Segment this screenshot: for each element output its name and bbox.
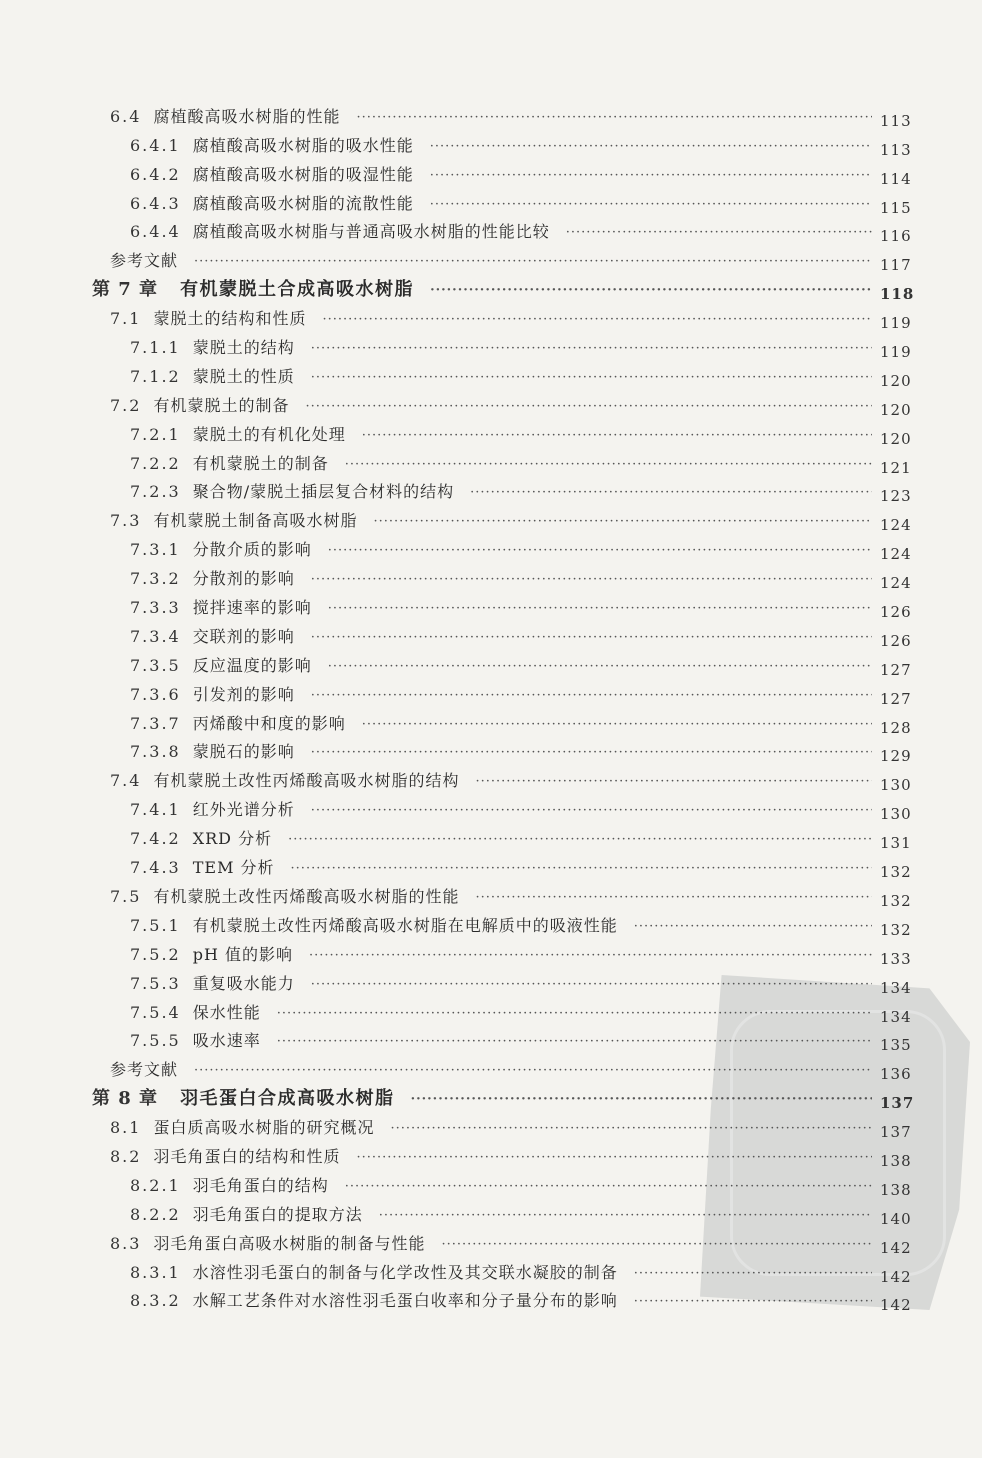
toc-entry-title: 羽毛蛋白合成高吸水树脂 — [180, 1088, 395, 1110]
toc-entry — [0, 502, 982, 535]
toc-leader-dots — [475, 889, 872, 907]
toc-entry-title: 反应温度的影响 — [192, 655, 312, 675]
toc-page-number: 130 — [880, 805, 912, 824]
toc-entry — [0, 1023, 982, 1055]
toc-leader-dots — [634, 918, 872, 936]
toc-page-number: 134 — [880, 978, 912, 997]
toc-entry-title: 腐植酸高吸水树脂与普通高吸水树脂的性能比较 — [192, 222, 550, 242]
toc-entry — [0, 589, 982, 622]
toc-entry-title: 丙烯酸中和度的影响 — [192, 713, 346, 733]
toc-leader-dots — [430, 138, 872, 156]
toc-leader-dots — [322, 311, 872, 329]
toc-leader-dots — [311, 571, 872, 589]
toc-page-number: 119 — [880, 314, 912, 333]
toc-entry — [0, 214, 982, 246]
toc-page-number: 118 — [880, 285, 915, 304]
toc-leader-dots — [328, 658, 872, 676]
toc-entry — [0, 416, 982, 448]
toc-page-number: 124 — [880, 516, 912, 535]
toc-leader-dots — [309, 947, 872, 965]
toc-entry-number: 8.3 — [110, 1233, 142, 1253]
toc-page-number: 115 — [880, 198, 912, 217]
toc-leader-dots — [194, 253, 872, 271]
toc-leader-dots — [345, 1178, 872, 1196]
toc-chapter — [0, 271, 982, 304]
toc-page-number: 132 — [880, 920, 912, 939]
toc-entry — [0, 878, 982, 910]
toc-leader-dots — [373, 513, 872, 531]
toc-page-number: 121 — [880, 458, 912, 477]
toc-leader-dots — [311, 687, 872, 705]
toc-entry — [0, 791, 982, 824]
toc-leader-dots — [311, 744, 872, 762]
toc-entry-number: 7.5.1 — [130, 915, 181, 935]
toc-leader-dots — [328, 600, 872, 618]
toc-entry-number: 7.2.1 — [130, 424, 181, 444]
toc-entry-number: 7.3.4 — [130, 626, 181, 646]
toc-entry — [0, 474, 982, 506]
toc-page-number: 124 — [880, 574, 912, 593]
toc-entry-number: 6.4.1 — [130, 135, 181, 155]
toc-entry-title: pH 值的影响 — [192, 944, 294, 964]
toc-leader-dots — [411, 1091, 872, 1109]
toc-page-number: 120 — [880, 371, 912, 390]
toc-page-number: 127 — [880, 689, 912, 708]
toc-leader-dots — [356, 109, 872, 127]
toc-entry-title: 蒙脱土的结构 — [192, 338, 295, 358]
toc-entry — [0, 560, 982, 593]
toc-entry-number: 7.3.1 — [130, 540, 181, 560]
toc-entry — [0, 705, 982, 737]
toc-entry — [0, 387, 982, 419]
toc-entry-title: 参考文献 — [110, 251, 179, 271]
toc-leader-dots — [277, 1005, 872, 1023]
toc-entry-number: 7.3.3 — [130, 598, 181, 618]
toc-entry-number: 8.2 — [110, 1146, 142, 1166]
toc-entry — [0, 994, 982, 1026]
toc-entry-number: 7.2.2 — [130, 453, 181, 473]
toc-entry-number: 6.4.2 — [130, 164, 181, 184]
toc-leader-dots — [311, 629, 872, 647]
toc-entry — [0, 676, 982, 708]
toc-page-number: 130 — [880, 776, 912, 795]
toc-entry-number: 8.1 — [110, 1118, 142, 1138]
toc-leader-dots — [362, 716, 872, 734]
toc-entry-title: 腐植酸高吸水树脂的性能 — [153, 106, 341, 126]
toc-entry-number: 8.3.2 — [130, 1291, 181, 1311]
toc-page-number: 142 — [880, 1238, 912, 1257]
toc-entry — [0, 820, 982, 853]
toc-references — [0, 242, 982, 275]
toc-entry-title: 水解工艺条件对水溶性羽毛蛋白收率和分子量分布的影响 — [192, 1291, 618, 1311]
toc-leader-dots — [430, 196, 872, 214]
toc-entry-title: 聚合物/蒙脱土插层复合材料的结构 — [192, 482, 455, 502]
toc-leader-dots — [566, 224, 872, 242]
toc-page-number: 114 — [880, 169, 912, 188]
toc-entry — [0, 907, 982, 939]
toc-entry-number: 8.2.2 — [130, 1204, 181, 1224]
toc-entry — [0, 185, 982, 217]
toc-entry-title: 羽毛角蛋白的结构 — [192, 1175, 329, 1195]
toc-entry-number: 7.3.2 — [130, 569, 181, 589]
toc-entry-title: 有机蒙脱土的制备 — [153, 395, 290, 415]
toc-entry — [0, 127, 982, 159]
toc-leader-dots — [311, 369, 872, 387]
toc-entry — [0, 1283, 982, 1315]
toc-entry — [0, 358, 982, 390]
toc-entry-number: 7.5 — [110, 886, 142, 906]
toc-page-number: 140 — [880, 1209, 912, 1228]
toc-entry — [0, 647, 982, 679]
toc-entry-number: 7.4 — [110, 771, 142, 791]
toc-leader-dots — [379, 1207, 872, 1225]
toc-entry-number: 8.2.1 — [130, 1175, 181, 1195]
toc-entry-title: 有机蒙脱土改性丙烯酸高吸水树脂的结构 — [153, 771, 460, 791]
toc-leader-dots — [311, 340, 872, 358]
toc-entry — [0, 762, 982, 795]
toc-leader-dots — [328, 542, 872, 560]
toc-entry-title: 蒙脱土的性质 — [192, 366, 295, 386]
toc-entry-title: 羽毛角蛋白高吸水树脂的制备与性能 — [153, 1233, 426, 1253]
toc-entry-title: 腐植酸高吸水树脂的流散性能 — [192, 193, 414, 213]
toc-entry-number: 7.2 — [110, 395, 142, 415]
toc-references — [0, 1051, 982, 1084]
toc-entry-title: 吸水速率 — [192, 1031, 261, 1051]
toc-leader-dots — [277, 1033, 872, 1051]
toc-entry — [0, 1196, 982, 1228]
toc-leader-dots — [291, 860, 872, 878]
toc-leader-dots — [430, 282, 872, 300]
toc-entry — [0, 936, 982, 968]
toc-entry-number: 7.5.4 — [130, 1002, 181, 1022]
toc-entry-title: 蒙脱土的结构和性质 — [153, 309, 307, 329]
toc-leader-dots — [430, 167, 872, 185]
toc-entry-number: 7.4.2 — [130, 829, 181, 849]
toc-entry — [0, 849, 982, 882]
toc-entry — [0, 329, 982, 362]
toc-entry — [0, 445, 982, 477]
toc-entry-number: 7.5.5 — [130, 1031, 181, 1051]
toc-page-number: 126 — [880, 631, 912, 650]
toc-entry — [0, 965, 982, 997]
toc-page-number: 126 — [880, 603, 912, 622]
toc-entry-title: 红外光谱分析 — [192, 800, 295, 820]
toc-entry-title: 蒙脱土的有机化处理 — [192, 424, 346, 444]
toc-entry — [0, 1225, 982, 1257]
toc-leader-dots — [362, 427, 872, 445]
toc-page-number: 123 — [880, 487, 912, 506]
toc-entry-number: 7.3.5 — [130, 655, 181, 675]
toc-entry-number: 6.4.4 — [130, 222, 181, 242]
toc-page-number: 116 — [880, 227, 912, 246]
toc-leader-dots — [441, 1236, 872, 1254]
toc-entry — [0, 618, 982, 650]
toc-entry-title: XRD 分析 — [192, 829, 273, 849]
toc-entry-title: 羽毛角蛋白的提取方法 — [192, 1204, 363, 1224]
toc-entry-number: 7.3 — [110, 511, 142, 531]
toc-page-number: 133 — [880, 949, 912, 968]
toc-page-number: 132 — [880, 863, 912, 882]
toc-entry-title: 搅拌速率的影响 — [192, 598, 312, 618]
toc-leader-dots — [356, 1149, 872, 1167]
toc-entry-number: 7.2.3 — [130, 482, 181, 502]
toc-leader-dots — [390, 1120, 872, 1138]
toc-entry — [0, 1138, 982, 1170]
toc-leader-dots — [305, 398, 872, 416]
toc-entry-title: 有机蒙脱土改性丙烯酸高吸水树脂的性能 — [153, 886, 460, 906]
toc-entry-title: 水溶性羽毛蛋白的制备与化学改性及其交联水凝胶的制备 — [192, 1262, 618, 1282]
toc-leader-dots — [311, 976, 872, 994]
toc-leader-dots — [311, 802, 872, 820]
toc-entry-title: 参考文献 — [110, 1060, 179, 1080]
toc-entry — [0, 300, 982, 333]
toc-page-number: 137 — [880, 1123, 912, 1142]
toc-entry-title: 引发剂的影响 — [192, 684, 295, 704]
toc-entry-title: 腐植酸高吸水树脂的吸湿性能 — [192, 164, 414, 184]
toc-page-number: 134 — [880, 1007, 912, 1026]
toc-entry-number: 7.1.1 — [130, 338, 181, 358]
toc-page-number: 136 — [880, 1065, 912, 1084]
toc-entry-title: 分散剂的影响 — [192, 569, 295, 589]
toc-entry-title: 蛋白质高吸水树脂的研究概况 — [153, 1118, 375, 1138]
toc-page-number: 119 — [880, 343, 912, 362]
toc-page-number: 120 — [880, 400, 912, 419]
toc-entry-title: 保水性能 — [192, 1002, 261, 1022]
toc-page-number: 137 — [880, 1094, 915, 1113]
toc-page-number: 131 — [880, 834, 912, 853]
toc-entry-number: 8.3.1 — [130, 1262, 181, 1282]
toc-entry-title: 羽毛角蛋白的结构和性质 — [153, 1146, 341, 1166]
toc-chapter — [0, 1080, 982, 1113]
toc-leader-dots — [345, 456, 872, 474]
toc-entry — [0, 98, 982, 130]
toc-leader-dots — [288, 831, 872, 849]
toc-entry-title: 分散介质的影响 — [192, 540, 312, 560]
toc-entry-title: 腐植酸高吸水树脂的吸水性能 — [192, 135, 414, 155]
toc-entry-number: 7.4.3 — [130, 858, 181, 878]
toc-entry-number: 7.1 — [110, 309, 142, 329]
toc-page-number: 138 — [880, 1180, 912, 1199]
toc-page-number: 135 — [880, 1036, 912, 1055]
toc-page-number: 124 — [880, 545, 912, 564]
toc-entry-title: 重复吸水能力 — [192, 973, 295, 993]
toc-page-number: 138 — [880, 1151, 912, 1170]
toc-page-number: 113 — [880, 111, 912, 130]
toc-entry — [0, 1109, 982, 1142]
toc-entry-number: 7.1.2 — [130, 366, 181, 386]
toc-entry-number: 第 8 章 — [92, 1088, 159, 1110]
toc-page-number: 113 — [880, 140, 912, 159]
toc-entry-number: 7.4.1 — [130, 800, 181, 820]
toc-leader-dots — [194, 1062, 872, 1080]
toc-entry — [0, 531, 982, 564]
toc-page-number: 142 — [880, 1267, 912, 1286]
toc-entry — [0, 734, 982, 766]
toc-entry — [0, 1167, 982, 1199]
toc-page-number: 132 — [880, 891, 912, 910]
toc-leader-dots — [470, 484, 872, 502]
toc-entry-title: 有机蒙脱土制备高吸水树脂 — [153, 511, 358, 531]
toc-entry-title: 有机蒙脱土合成高吸水树脂 — [180, 279, 415, 301]
toc-page-number: 117 — [880, 256, 912, 275]
toc-page-number: 142 — [880, 1296, 912, 1315]
toc-entry-number: 7.3.6 — [130, 684, 181, 704]
toc-entry — [0, 1254, 982, 1286]
toc-entry-number: 6.4.3 — [130, 193, 181, 213]
toc-entry-number: 7.3.7 — [130, 713, 181, 733]
toc-entry-number: 6.4 — [110, 106, 142, 126]
toc-entry-title: TEM 分析 — [192, 858, 275, 878]
toc-leader-dots — [634, 1265, 872, 1283]
toc-entry-number: 7.5.2 — [130, 944, 181, 964]
toc-entry-number: 7.5.3 — [130, 973, 181, 993]
toc-entry-number: 7.3.8 — [130, 742, 181, 762]
toc-leader-dots — [634, 1293, 872, 1311]
toc-page-number: 128 — [880, 718, 912, 737]
table-of-contents — [0, 98, 982, 1315]
toc-entry-title: 有机蒙脱土改性丙烯酸高吸水树脂在电解质中的吸液性能 — [192, 915, 618, 935]
toc-entry-title: 交联剂的影响 — [192, 626, 295, 646]
toc-page-number: 127 — [880, 660, 912, 679]
toc-entry-number: 第 7 章 — [92, 279, 159, 301]
toc-page-number: 129 — [880, 747, 912, 766]
toc-entry-title: 蒙脱石的影响 — [192, 742, 295, 762]
toc-page-number: 120 — [880, 429, 912, 448]
toc-entry-title: 有机蒙脱土的制备 — [192, 453, 329, 473]
toc-entry — [0, 156, 982, 188]
toc-leader-dots — [475, 773, 872, 791]
